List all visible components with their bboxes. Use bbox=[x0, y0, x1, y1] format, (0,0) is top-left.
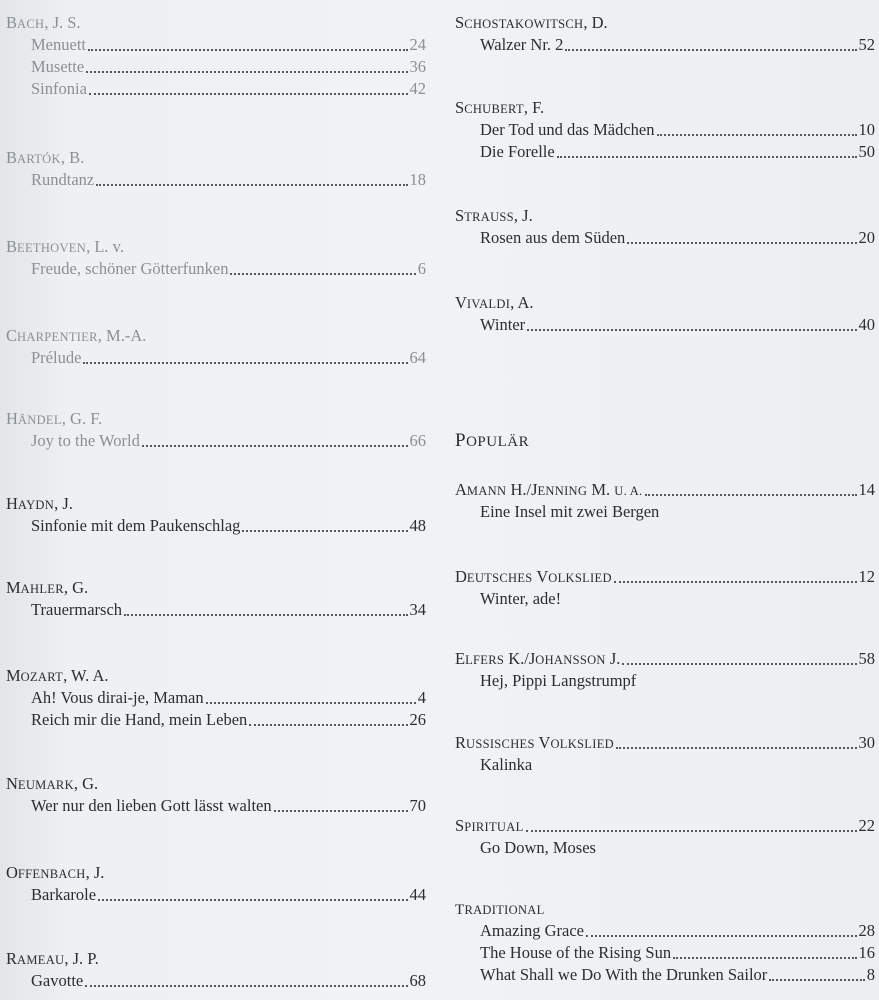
composer-block bbox=[6, 862, 426, 906]
entry-page: 58 bbox=[858, 649, 875, 668]
composer-name bbox=[455, 97, 875, 119]
popular-block bbox=[455, 815, 875, 859]
entry-title: What Shall we Do With the Drunken Sailor bbox=[480, 965, 768, 984]
dot-leader bbox=[86, 71, 407, 73]
entry-page: 50 bbox=[858, 142, 875, 161]
composer-suffix: , M.-A. bbox=[97, 326, 147, 345]
entry-page: 28 bbox=[858, 921, 875, 940]
entry-title: Freude, schöner Götterfunken bbox=[31, 259, 229, 278]
dot-leader bbox=[96, 184, 407, 186]
index-entry bbox=[455, 227, 875, 249]
composer-smallcaps: ÄNDEL bbox=[17, 413, 62, 427]
composer-block bbox=[455, 12, 875, 56]
index-entry bbox=[6, 795, 426, 817]
entry-page: 40 bbox=[858, 315, 875, 334]
name-initial: R bbox=[455, 733, 467, 752]
composer-name bbox=[6, 493, 426, 515]
composer-initial: R bbox=[6, 949, 18, 968]
composer-name bbox=[6, 325, 426, 347]
name-smallcaps: MANN bbox=[466, 484, 507, 498]
composer-block bbox=[455, 97, 875, 163]
index-entry bbox=[6, 78, 426, 100]
composer-initial: S bbox=[455, 206, 465, 225]
entry-title: Trauermarsch bbox=[31, 600, 123, 619]
dot-leader bbox=[627, 242, 856, 244]
composer-smallcaps: IVALDI bbox=[466, 297, 511, 311]
composer-block bbox=[6, 325, 426, 369]
entry-page: 34 bbox=[409, 600, 426, 619]
popular-composer bbox=[455, 732, 614, 755]
index-entry bbox=[6, 258, 426, 280]
entry-page: 48 bbox=[409, 516, 426, 535]
composer-suffix: , J. S. bbox=[44, 13, 81, 32]
composer-suffix: , J. bbox=[54, 494, 73, 513]
index-entry bbox=[455, 314, 875, 336]
dot-leader bbox=[89, 93, 408, 95]
entry-page: 68 bbox=[409, 971, 426, 990]
composer-smallcaps: AYDN bbox=[17, 498, 55, 512]
composer-name bbox=[6, 577, 426, 599]
composer-smallcaps: FFENBACH bbox=[17, 867, 86, 881]
popular-composer-row bbox=[455, 732, 875, 754]
entry-page: 36 bbox=[409, 57, 426, 76]
name-initial: J bbox=[531, 480, 538, 499]
entry-page: 66 bbox=[409, 431, 426, 450]
composer-initial: M bbox=[6, 578, 21, 597]
entry-title: Joy to the World bbox=[31, 431, 140, 450]
entry-title: Die Forelle bbox=[480, 142, 555, 161]
entry-page: 8 bbox=[866, 965, 875, 984]
entry-page: 42 bbox=[409, 79, 426, 98]
dot-leader bbox=[249, 724, 407, 726]
popular-composer bbox=[455, 815, 524, 838]
name-initial: M. bbox=[587, 480, 615, 499]
composer-suffix: , G. bbox=[73, 774, 99, 793]
index-entry bbox=[6, 169, 426, 191]
entry-title: Winter bbox=[480, 315, 526, 334]
dot-leader bbox=[274, 810, 408, 812]
composer-smallcaps: EETHOVEN bbox=[17, 241, 87, 255]
composer-initial: C bbox=[6, 326, 18, 345]
popular-title: Hej, Pippi Langstrumpf bbox=[480, 671, 637, 690]
index-entry bbox=[6, 687, 426, 709]
dot-leader bbox=[85, 985, 407, 987]
index-entry bbox=[6, 515, 426, 537]
composer-smallcaps: ARTÓK bbox=[17, 152, 61, 166]
name-initial: A bbox=[455, 480, 467, 499]
dot-leader bbox=[124, 614, 407, 616]
popular-block bbox=[455, 732, 875, 776]
composer-suffix: , F. bbox=[523, 98, 545, 117]
dot-leader bbox=[657, 134, 857, 136]
name-smallcaps: ENNING bbox=[537, 484, 588, 498]
index-entry bbox=[455, 964, 875, 986]
entry-title: Der Tod und das Mädchen bbox=[480, 120, 655, 139]
entry-title: Sinfonia bbox=[31, 79, 87, 98]
entry-title: Barkarole bbox=[31, 885, 97, 904]
composer-smallcaps: AMEAU bbox=[17, 953, 65, 967]
name-smallcaps: OHANSSON bbox=[535, 653, 606, 667]
index-entry bbox=[455, 34, 875, 56]
composer-initial: H bbox=[6, 494, 18, 513]
dot-leader bbox=[645, 494, 857, 496]
dot-leader bbox=[622, 663, 856, 665]
name-initial: H./ bbox=[506, 480, 532, 499]
composer-suffix: , L. v. bbox=[86, 237, 124, 256]
dot-leader bbox=[88, 49, 408, 51]
name-initial: D bbox=[455, 567, 467, 586]
entry-title: Rosen aus dem Süden bbox=[480, 228, 626, 247]
entry-title: Prélude bbox=[31, 348, 82, 367]
composer-suffix: , J. P. bbox=[64, 949, 99, 968]
composer-name bbox=[6, 236, 426, 258]
dot-leader bbox=[616, 747, 857, 749]
composer-smallcaps: OZART bbox=[20, 670, 64, 684]
composer-smallcaps: ACH bbox=[17, 17, 45, 31]
composer-smallcaps: EUMARK bbox=[17, 778, 74, 792]
composer-block bbox=[6, 493, 426, 537]
index-entry bbox=[455, 119, 875, 141]
composer-initial: O bbox=[6, 863, 18, 882]
name-initial: J. bbox=[605, 649, 621, 668]
traditional-block bbox=[455, 898, 875, 986]
index-entry bbox=[6, 56, 426, 78]
composer-smallcaps: HARPENTIER bbox=[17, 330, 98, 344]
name-smallcaps: USSISCHES bbox=[466, 737, 535, 751]
name-initial: K./ bbox=[504, 649, 529, 668]
dot-leader bbox=[526, 830, 857, 832]
entry-page: 64 bbox=[409, 348, 426, 367]
popular-composer-row bbox=[455, 566, 875, 588]
index-entry bbox=[455, 141, 875, 163]
composer-initial: B bbox=[6, 237, 18, 256]
popular-composer bbox=[455, 566, 612, 589]
composer-name bbox=[6, 665, 426, 687]
popular-composer-row bbox=[455, 815, 875, 837]
name-smallcaps: U. A. bbox=[614, 484, 643, 498]
entry-page: 6 bbox=[417, 259, 426, 278]
index-entry bbox=[6, 599, 426, 621]
entry-title: Rundtanz bbox=[31, 170, 95, 189]
composer-initial: B bbox=[6, 148, 18, 167]
popular-composer-row bbox=[455, 648, 875, 670]
popular-composer bbox=[455, 648, 620, 671]
composer-name bbox=[6, 12, 426, 34]
popular-title: Go Down, Moses bbox=[480, 838, 596, 857]
name-initial: V bbox=[538, 733, 551, 752]
popular-title: Eine Insel mit zwei Bergen bbox=[480, 502, 660, 521]
popular-title: Kalinka bbox=[480, 755, 533, 774]
name-initial: E bbox=[455, 649, 466, 668]
entry-page: 16 bbox=[858, 943, 875, 962]
entry-page: 44 bbox=[409, 885, 426, 904]
entry-page: 70 bbox=[409, 796, 426, 815]
composer-name bbox=[455, 292, 875, 314]
composer-block bbox=[455, 292, 875, 336]
popular-composer-row bbox=[455, 479, 875, 501]
composer-name bbox=[6, 862, 426, 884]
entry-page: 10 bbox=[858, 120, 875, 139]
composer-smallcaps: RADITIONAL bbox=[464, 903, 545, 917]
dot-leader bbox=[83, 362, 407, 364]
popular-block bbox=[455, 566, 875, 610]
composer-name bbox=[455, 898, 875, 920]
composer-initial: M bbox=[6, 666, 21, 685]
dot-leader bbox=[206, 702, 416, 704]
popular-composer bbox=[455, 479, 643, 502]
dot-leader bbox=[98, 899, 407, 901]
composer-block bbox=[455, 205, 875, 249]
index-entry bbox=[6, 970, 426, 992]
entry-title: Menuett bbox=[31, 35, 86, 54]
popular-block bbox=[455, 648, 875, 692]
index-entry bbox=[6, 884, 426, 906]
dot-leader bbox=[673, 957, 856, 959]
composer-block bbox=[6, 12, 426, 100]
composer-block bbox=[6, 948, 426, 992]
popular-title: Winter, ade! bbox=[480, 589, 562, 608]
dot-leader bbox=[527, 329, 856, 331]
entry-title: Gavotte bbox=[31, 971, 84, 990]
dot-leader bbox=[230, 273, 415, 275]
entry-title: The House of the Rising Sun bbox=[480, 943, 672, 962]
name-smallcaps: EUTSCHES bbox=[466, 571, 533, 585]
section-title-popular bbox=[455, 429, 529, 454]
index-entry bbox=[6, 709, 426, 731]
entry-title: Amazing Grace bbox=[480, 921, 584, 940]
name-initial: J bbox=[528, 649, 536, 668]
index-entry bbox=[455, 942, 875, 964]
dot-leader bbox=[769, 979, 864, 981]
composer-initial: S bbox=[455, 13, 465, 32]
entry-page: 20 bbox=[858, 228, 875, 247]
composer-initial: T bbox=[455, 902, 465, 918]
composer-suffix: , G. bbox=[63, 578, 89, 597]
entry-page: 14 bbox=[858, 480, 875, 499]
composer-initial: S bbox=[455, 98, 465, 117]
composer-initial: V bbox=[455, 293, 467, 312]
entry-title: Wer nur den lieben Gott lässt walten bbox=[31, 796, 272, 815]
composer-name bbox=[455, 12, 875, 34]
dot-leader bbox=[557, 156, 857, 158]
name-initial: S bbox=[455, 816, 465, 835]
name-smallcaps: LFERS bbox=[465, 653, 505, 667]
index-entry bbox=[6, 34, 426, 56]
composer-suffix: , B. bbox=[60, 148, 85, 167]
composer-suffix: , G. F. bbox=[61, 409, 103, 428]
composer-initial: N bbox=[6, 774, 18, 793]
entry-page: 4 bbox=[417, 688, 426, 707]
index-entry bbox=[455, 920, 875, 942]
name-smallcaps: PIRITUAL bbox=[464, 820, 524, 834]
name-initial: V bbox=[536, 567, 549, 586]
entry-title: Musette bbox=[31, 57, 85, 76]
entry-page: 30 bbox=[858, 733, 875, 752]
entry-title: Ah! Vous dirai-je, Maman bbox=[31, 688, 204, 707]
popular-block bbox=[455, 479, 875, 523]
entry-page: 18 bbox=[409, 170, 426, 189]
composer-block bbox=[6, 147, 426, 191]
composer-smallcaps: CHUBERT bbox=[464, 102, 524, 116]
entry-page: 22 bbox=[858, 816, 875, 835]
composer-initial: H bbox=[6, 409, 18, 428]
composer-smallcaps: TRAUSS bbox=[464, 210, 514, 224]
composer-name bbox=[6, 147, 426, 169]
composer-initial: B bbox=[6, 13, 18, 32]
composer-block bbox=[6, 773, 426, 817]
entry-title: Walzer Nr. 2 bbox=[480, 35, 564, 54]
dot-leader bbox=[242, 530, 407, 532]
composer-block bbox=[6, 408, 426, 452]
index-entry bbox=[6, 347, 426, 369]
composer-suffix: , J. bbox=[85, 863, 105, 882]
composer-name bbox=[6, 773, 426, 795]
entry-page: 52 bbox=[858, 35, 875, 54]
dot-leader bbox=[565, 49, 856, 51]
entry-title: Sinfonie mit dem Paukenschlag bbox=[31, 516, 241, 535]
composer-suffix: , A. bbox=[510, 293, 534, 312]
entry-page: 24 bbox=[409, 35, 426, 54]
dot-leader bbox=[586, 935, 857, 937]
index-entry bbox=[6, 430, 426, 452]
entry-page: 26 bbox=[409, 710, 426, 729]
composer-block bbox=[6, 665, 426, 731]
name-smallcaps: OLKSLIED bbox=[548, 571, 612, 585]
entry-title: Reich mir die Hand, mein Leben bbox=[31, 710, 248, 729]
composer-name bbox=[6, 408, 426, 430]
composer-smallcaps: CHOSTAKOWITSCH bbox=[464, 17, 584, 31]
dot-leader bbox=[142, 445, 408, 447]
section-initial: P bbox=[455, 430, 467, 451]
composer-suffix: , D. bbox=[583, 13, 608, 32]
composer-block bbox=[6, 577, 426, 621]
dot-leader bbox=[614, 581, 857, 583]
composer-suffix: , J. bbox=[513, 206, 533, 225]
entry-page: 12 bbox=[858, 567, 875, 586]
composer-name bbox=[6, 948, 426, 970]
composer-block bbox=[6, 236, 426, 280]
composer-name bbox=[455, 205, 875, 227]
composer-suffix: , W. A. bbox=[63, 666, 109, 685]
name-smallcaps: OLKSLIED bbox=[550, 737, 614, 751]
composer-smallcaps: AHLER bbox=[20, 582, 64, 596]
section-smallcaps: OPULÄR bbox=[466, 434, 530, 450]
